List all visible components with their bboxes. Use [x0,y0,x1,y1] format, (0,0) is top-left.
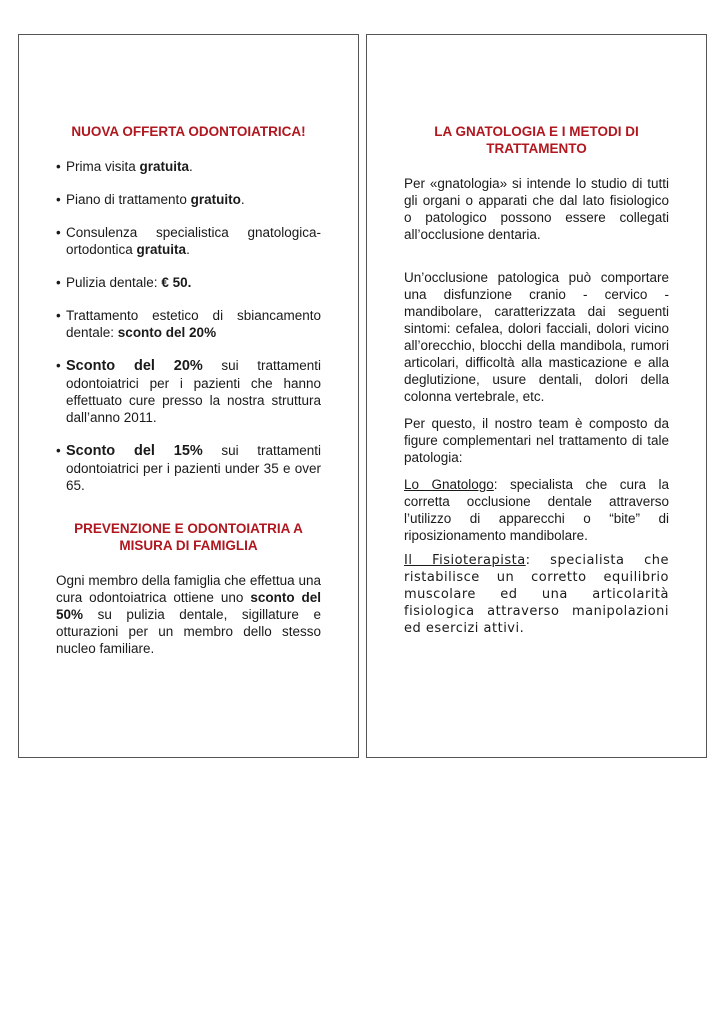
item-text: Trattamento estetico di sbiancamento dentale: [66,308,321,340]
bullet-icon: • [56,225,61,240]
right-panel [366,34,707,758]
family-title: PREVENZIONE E ODONTOIATRIA A MISURA DI FAMIGLIA [74,521,303,553]
item-text: Piano di trattamento [66,192,191,207]
bullet-icon: • [56,275,61,290]
item-post: . [240,192,245,207]
bullet-icon: • [56,443,61,458]
offer-item [56,224,321,258]
fisio-text: : specialista che ristabilisce un corretto equilibrio muscolare ed una articolarità fisiologica attraverso manipolazioni ed esercizi attivi. [404,553,669,636]
family-text: Ogni membro della famiglia che effettua una cura odontoiatrica ottiene uno [56,573,321,605]
gnatologia-title: LA GNATOLOGIA E I METODI DI TRATTAMENTO [434,124,639,156]
fisio-label: Il Fisioterapista [404,553,526,568]
item-post: . [189,159,193,174]
item-text: Prima visita [66,159,140,174]
offer-item [56,442,321,494]
offer-list [56,158,321,494]
offer-item [56,274,321,291]
item-post: . [186,242,190,257]
right-content [404,123,669,637]
item-bold: sconto del 20% [117,325,217,340]
offer-item [56,307,321,341]
gnatologo-paragraph [404,476,669,544]
bullet-icon: • [56,159,61,174]
item-bold: Sconto del 15% [66,443,203,459]
gnatologo-label: Lo Gnatologo [404,477,494,492]
item-post: sui trattamenti odontoiatrici per i pazienti under 35 e over 65. [66,443,321,493]
left-panel [18,34,359,758]
offer-item [56,158,321,175]
bullet-icon: • [56,192,61,207]
item-bold: gratuito [190,192,241,207]
offer-item [56,357,321,426]
item-text: Consulenza specialistica gnatologica-ortodontica [66,225,321,257]
item-bold: Sconto del 20% [66,358,203,374]
bullet-icon: • [56,358,61,373]
team-paragraph: Per questo, il nostro team è composto da figure complementari nel trattamento di tale patologia: [404,416,669,465]
item-post: sui trattamenti odontoiatrici per i pazienti che hanno effettuato cure presso la nostra struttura dall’anno 2011. [66,358,321,425]
fisio-paragraph [404,552,669,637]
occlusion-paragraph: Un’occlusione patologica può comportare una disfunzione cranio - cervico - mandibolare, caratterizzata dai seguenti sintomi: cefalea, dolori facciali, dolori vicino all’orecchio, blocchi della mandibola, rumori articolari, difficoltà alla masticazione e alla deglutizione, usure dentali, dolori della colonna vertebrale, etc. [404,270,669,404]
intro-paragraph: Per «gnatologia» si intende lo studio di tutti gli organi o apparati che dal lato fisiologico o patologico possono essere collegati all’occlusione dentaria. [404,176,669,242]
gnatologo-text: : specialista che cura la corretta occlusione dentale attraverso l’utilizzo di apparecchi o “bite” di riposizionamento mandibolare. [404,477,669,543]
family-paragraph [56,572,321,657]
left-content [56,123,321,657]
offer-item [56,191,321,208]
item-text: Pulizia dentale: [66,275,162,290]
family-bold: sconto del 50% [56,590,321,622]
bullet-icon: • [56,308,61,323]
item-bold: gratuita [136,242,187,257]
offer-title: NUOVA OFFERTA ODONTOIATRICA! [71,124,306,139]
item-bold: gratuita [139,159,190,174]
item-bold: € 50. [161,275,192,290]
family-post: su pulizia dentale, sigillature e otturazioni per un membro dello stesso nucleo familiare. [56,607,321,656]
